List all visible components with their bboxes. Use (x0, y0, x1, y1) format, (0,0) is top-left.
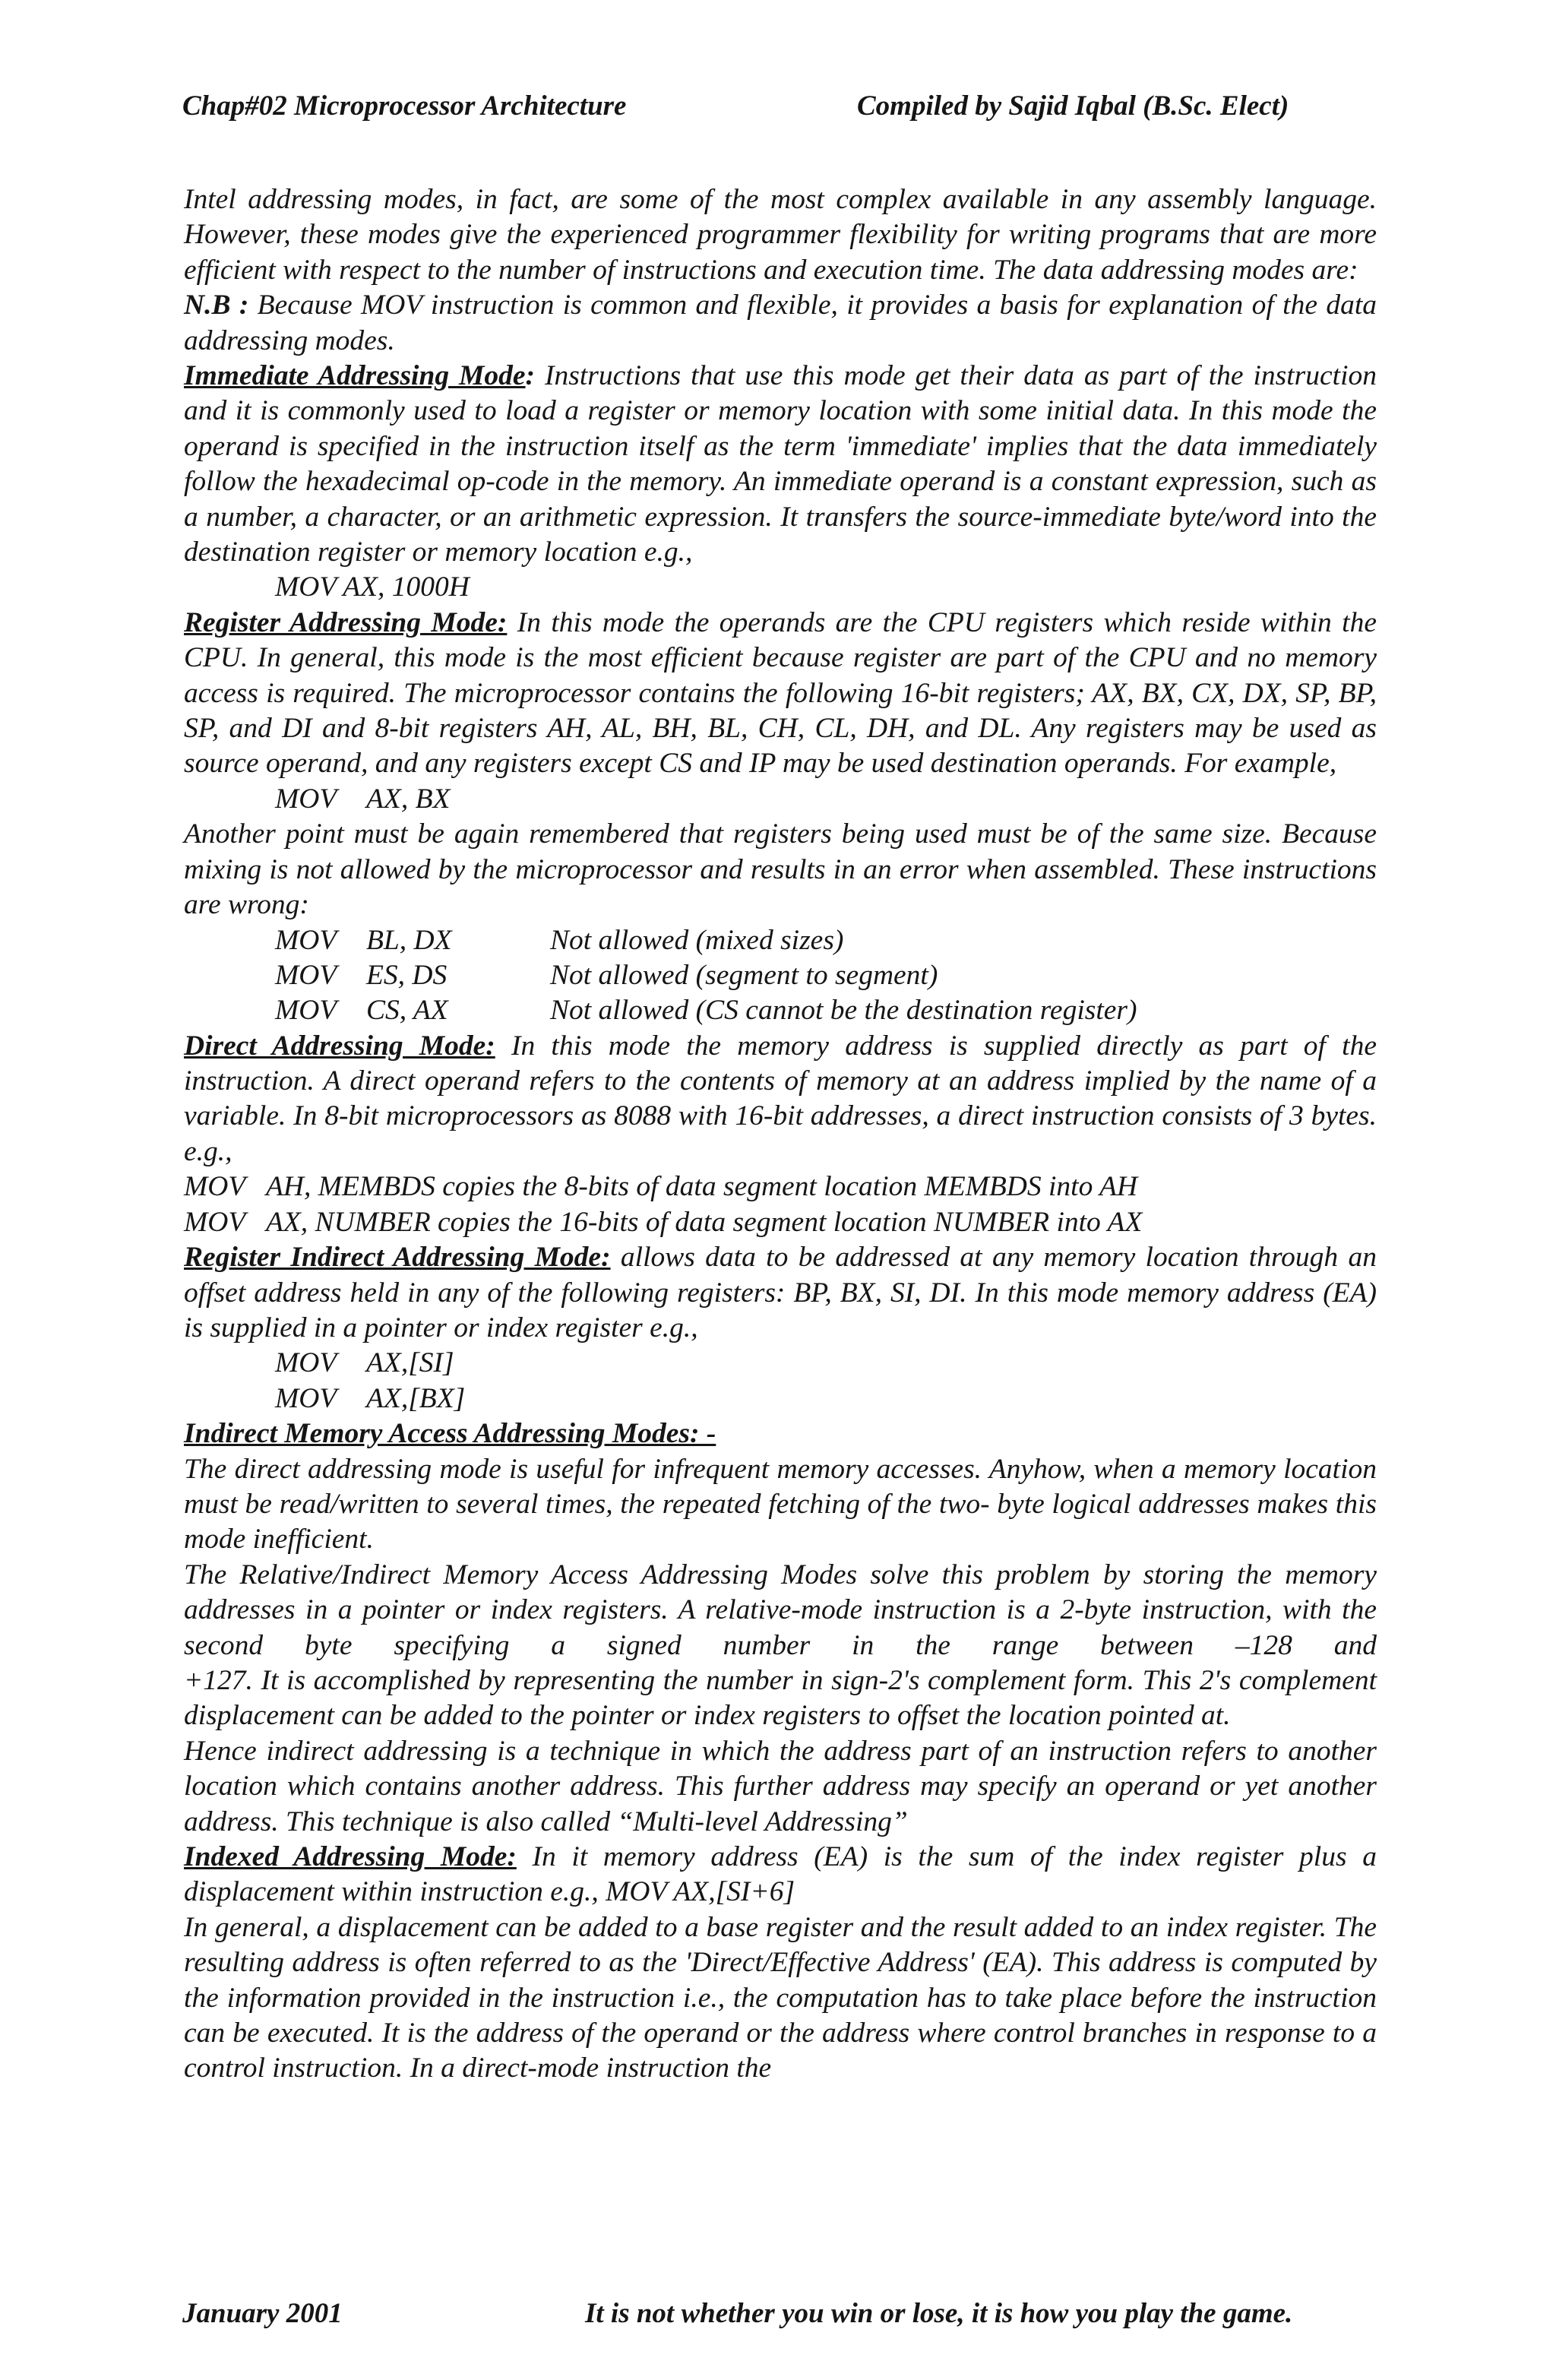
code-op: MOV (275, 1347, 337, 1379)
register-indirect-example-row (275, 1381, 1377, 1416)
register-note-paragraph: Another point must be again remembered that registers being used must be of the same size. Because mixing is not allowed by the microprocessor and results in an error when assembled. These instructions are wrong: (184, 818, 1377, 921)
indirect-memory-p3: +127. It is accomplished by representing the number in sign-2's complement form. This 2's complement displacement can be added to the pointer or index registers to offset the location pointed at. (184, 1664, 1377, 1732)
wrong-instruction-row (275, 958, 1377, 993)
direct-mode-text: In this mode the memory address is supplied directly as part of the instruction. A direct operand refers to the contents of memory at an address implied by the name of a variable. In 8-bit microprocessors as 8088 with 16-bit addresses, a direct instruction consists of 3 bytes. e.g., (184, 1030, 1377, 1167)
intro-paragraph: Intel addressing modes, in fact, are some of the most complex available in any assembly language. However, these modes give the experienced programmer flexibility for writing programs that are more efficient with respect to the number of instructions and execution time. The data addressing modes are: (184, 184, 1377, 286)
body-content (184, 182, 1377, 2087)
register-indirect-heading: Register Indirect Addressing Mode: (184, 1242, 611, 1274)
code-args: ES, DS (366, 959, 448, 991)
indexed-mode-paragraph (184, 1840, 1377, 1910)
register-indirect-example-row (275, 1346, 1377, 1381)
page-header (182, 90, 1322, 135)
code-op: MOV (275, 783, 337, 815)
code-args: AX, BX (366, 783, 451, 815)
immediate-mode-paragraph (184, 359, 1377, 570)
register-indirect-paragraph (184, 1240, 1377, 1346)
nb-label: N.B : (184, 290, 249, 321)
indirect-memory-p1: The direct addressing mode is useful for infrequent memory accesses. Anyhow, when a memory location must be read/written to several times, the repeated fetching of the two- byte logical addresses makes this mode inefficient. (184, 1453, 1377, 1556)
register-mode-heading: Register Addressing Mode: (184, 606, 508, 638)
immediate-mode-colon: : (525, 360, 536, 392)
wrong-instruction-row (275, 923, 1377, 958)
code-args: AX,[BX] (366, 1382, 466, 1414)
register-mode-text: In this mode the operands are the CPU registers which reside within the CPU. In general, this mode is the most efficient because register are part of the CPU and no memory access is required. The microprocessor contains the following 16-bit registers; AX, BX, CX, DX, SP, BP, SP, and DI and 8-bit registers AH, AL, BH, BL, CH, CL, DH, and DL. Any registers may be used as source operand, and any registers except CS and IP may be used destination operands. For example, (184, 606, 1377, 780)
code-args: AX,[SI] (366, 1347, 454, 1379)
register-indirect-text: allows data to be addressed at any memory location through an offset address held in any of the following registers: BP, BX, SI, DI. In this mode memory address (EA) is supplied in a pointer or index register e.g., (184, 1242, 1377, 1343)
nb-text: Because MOV instruction is common and flexible, it provides a basis for explanation of the data addressing modes. (184, 290, 1377, 356)
immediate-mode-text: Instructions that use this mode get their data as part of the instruction and it is commonly used to load a register or memory location with some initial data. In this mode the operand is specified in the instruction itself as the term 'immediate' implies that the data immediately follow the hexadecimal op-code in the memory. An immediate operand is a constant expression, such as a number, a character, or an arithmetic expression. It transfers the source-immediate byte/word into the destination register or memory location e.g., (184, 360, 1377, 568)
footer-quote: It is not whether you win or lose, it is how you play the game. (585, 2298, 1293, 2329)
header-chapter-title: Chap#02 Microprocessor Architecture (182, 90, 627, 122)
code-reason: Not allowed (CS cannot be the destination register) (550, 995, 1137, 1027)
code-op: MOV (275, 924, 337, 956)
code-op: MOV (275, 959, 337, 991)
code-reason: Not allowed (segment to segment) (550, 959, 938, 991)
indirect-memory-heading: Indirect Memory Access Addressing Modes: - (184, 1418, 716, 1450)
indexed-mode-heading: Indexed Addressing Mode: (184, 1840, 517, 1872)
page-footer (182, 2297, 1368, 2335)
register-example-line (275, 782, 1377, 817)
code-op: MOV (275, 995, 337, 1027)
direct-mode-heading: Direct Addressing Mode: (184, 1030, 495, 1062)
register-mode-paragraph (184, 606, 1377, 782)
footer-date: January 2001 (182, 2298, 343, 2329)
wrong-instructions-list (184, 923, 1377, 1029)
direct-mode-paragraph (184, 1029, 1377, 1170)
immediate-example-line: MOV AX, 1000H (275, 571, 470, 603)
wrong-instruction-row (275, 993, 1377, 1028)
code-args: CS, AX (366, 995, 448, 1027)
code-args: BL, DX (366, 924, 452, 956)
direct-example-2: MOV AX, NUMBER copies the 16-bits of data segment location NUMBER into AX (184, 1206, 1143, 1238)
indexed-mode-p2: In general, a displacement can be added to a base register and the result added to an index register. The resulting address is often referred to as the 'Direct/Effective Address' (EA). This address is computed by the information provided in the instruction i.e., the computation has to take place before the instruction can be executed. It is the address of the operand or the address where control branches in response to a control instruction. In a direct-mode instruction the (184, 1911, 1377, 2084)
direct-example-1: MOV AH, MEMBDS copies the 8-bits of data segment location MEMBDS into AH (184, 1171, 1138, 1203)
immediate-example (184, 570, 1377, 605)
register-indirect-examples (184, 1346, 1377, 1416)
indexed-mode-text: In it memory address (EA) is the sum of the index register plus a displacement within instruction e.g., MOV AX,[SI+6] (184, 1840, 1377, 1908)
header-author: Compiled by Sajid Iqbal (B.Sc. Elect) (857, 90, 1289, 122)
register-example (184, 782, 1377, 817)
indirect-memory-p2: The Relative/Indirect Memory Access Addressing Modes solve this problem by storing the memory addresses in a pointer or index registers. A relative-mode instruction is a 2-byte instruction, with the second byte specifying a signed number in the range between –128 and (184, 1559, 1377, 1661)
indirect-memory-p4: Hence indirect addressing is a technique in which the address part of an instruction refers to another location which contains another address. This further address may specify an operand or yet another address. This technique is also called “Multi-level Addressing” (184, 1735, 1377, 1837)
code-op: MOV (275, 1382, 337, 1414)
indirect-memory-heading-line (184, 1416, 1377, 1451)
code-reason: Not allowed (mixed sizes) (550, 924, 844, 956)
immediate-mode-heading: Immediate Addressing Mode (184, 360, 526, 392)
nb-paragraph (184, 288, 1377, 359)
